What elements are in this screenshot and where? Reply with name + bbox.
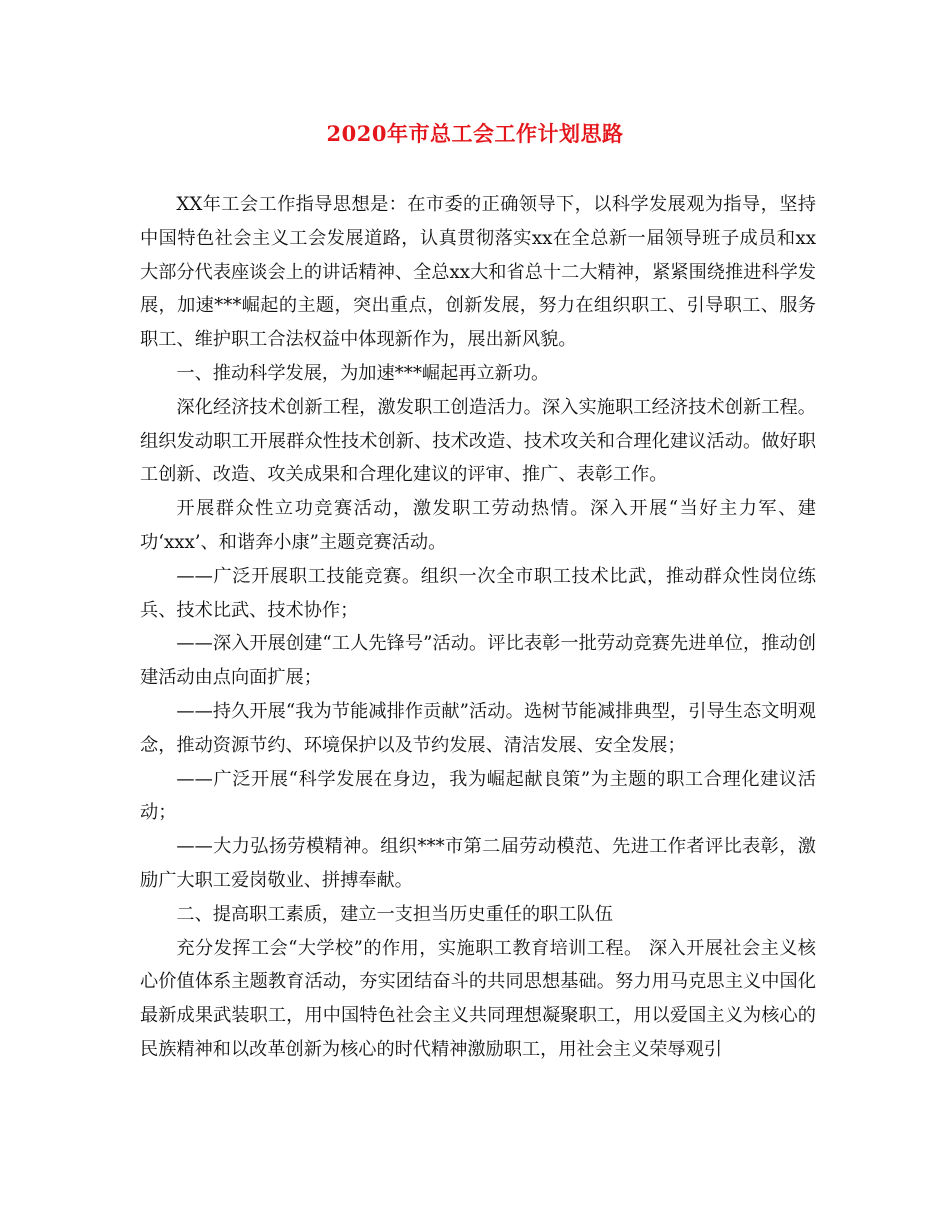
list-item-pioneer: ——深入开展创建“工人先锋号”活动。评比表彰一批劳动竞赛先进单位，推动创建活动由点向面扩展； (140, 633, 816, 689)
paragraph-education: 充分发挥工会“大学校”的作用，实施职工教育培训工程。 深入开展社会主义核心价值体系主题教育活动，夯实团结奋斗的共同思想基础。努力用马克思主义中国化最新成果武装职工，用中国特色社会主义共同理想凝聚职工，用以爱国主义为核心的民族精神和以改革创新为核心的时代精神激励职工，用社会主义荣辱观引 (140, 937, 816, 1060)
paragraph-innovation: 深化经济技术创新工程，激发职工创造活力。深入实施职工经济技术创新工程。组织发动职工开展群众性技术创新、技术改造、技术攻关和合理化建议活动。做好职工创新、改造、攻关成果和合理化建议的评审、推广、表彰工作。 (140, 396, 816, 486)
section-heading-two: 二、提高职工素质，建立一支担当历史重任的职工队伍 (176, 903, 613, 925)
list-item-model-workers: ——大力弘扬劳模精神。组织***市第二届劳动模范、先进工作者评比表彰，激励广大职工爱岗敬业、拼搏奉献。 (140, 836, 816, 891)
paragraph-guiding-thought: XX年工会工作指导思想是：在市委的正确领导下，以科学发展观为指导，坚持中国特色社会主义工会发展道路，认真贯彻落实xx在全总新一届领导班子成员和xx大部分代表座谈会上的讲话精神、全总xx大和省总十二大精神，紧紧围绕推进科学发展，加速***崛起的主题，突出重点，创新发展，努力在组织职工、引导职工、服务职工、维护职工合法权益中体现新作为，展出新风貌。 (140, 194, 816, 351)
section-heading-one: 一、推动科学发展，为加速***崛起再立新功。 (176, 362, 550, 384)
paragraph-competition: 开展群众性立功竞赛活动，激发职工劳动热情。深入开展“当好主力军、建功‘xxx’、和谐奔小康”主题竞赛活动。 (140, 498, 816, 553)
list-item-skills-contest: ——广泛开展职工技能竞赛。组织一次全市职工技术比武，推动群众性岗位练兵、技术比武、技术协作； (140, 565, 816, 621)
list-item-energy-saving: ——持久开展“我为节能减排作贡献”活动。选树节能减排典型，引导生态文明观念，推动资源节约、环境保护以及节约发展、清洁发展、安全发展； (140, 700, 816, 756)
list-item-suggestions: ——广泛开展“科学发展在身边，我为崛起献良策”为主题的职工合理化建议活动； (140, 768, 816, 824)
document-title: 2020年市总工会工作计划思路 (326, 121, 624, 146)
document-body (140, 188, 816, 1067)
